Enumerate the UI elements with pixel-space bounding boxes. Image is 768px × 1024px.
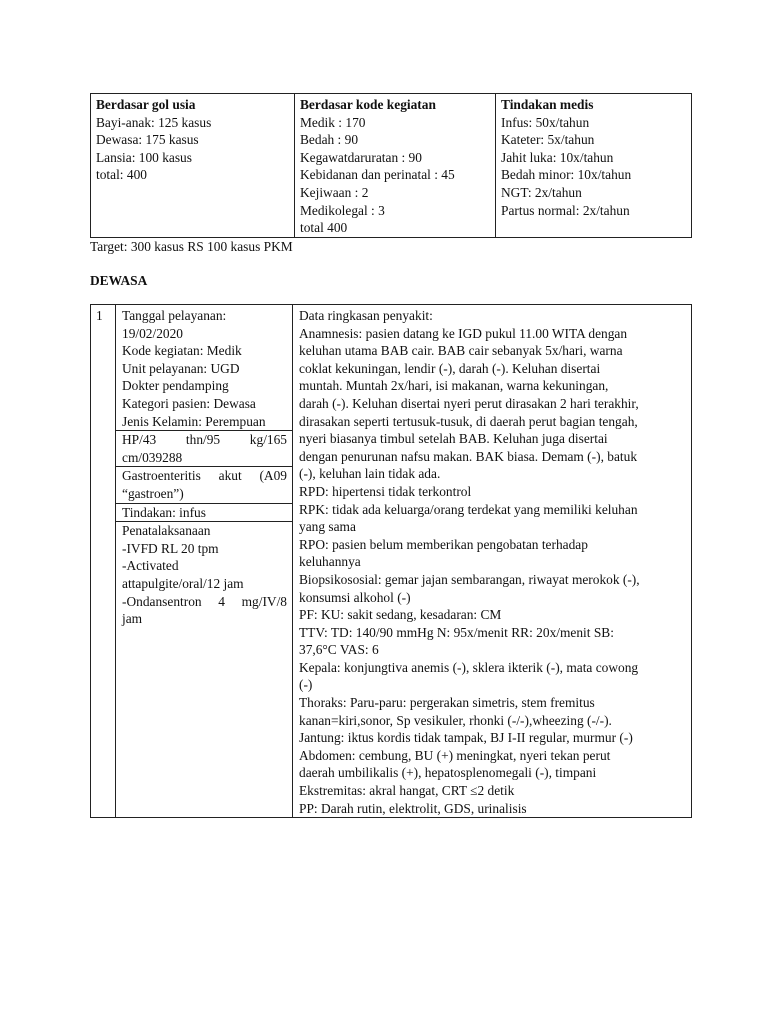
summary-line: PP: Darah rutin, elektrolit, GDS, urinalisis [299, 800, 527, 816]
summary-line: (-), keluhan lain tidak ada. [299, 466, 441, 482]
service-info-box [116, 307, 292, 431]
tindakan-text: Tindakan: infus [122, 504, 206, 520]
medical-action-header: Tindakan medis [501, 97, 594, 112]
activity-code-line: Kejiwaan : 2 [300, 184, 369, 200]
activity-code-line: Kebidanan dan perinatal : 45 [300, 167, 455, 183]
summary-line: RPO: pasien belum memberikan pengobatan terhadap [299, 536, 588, 552]
service-info-line: 19/02/2020 [122, 325, 184, 341]
medical-action-line: Infus: 50x/tahun [501, 114, 590, 130]
age-group-cell [91, 94, 295, 238]
summary-line: PF: KU: sakit sedang, kesadaran: CM [299, 607, 502, 623]
case-number: 1 [91, 305, 116, 818]
activity-code-line: Bedah : 90 [300, 132, 359, 148]
medical-action-line: Jahit luka: 10x/tahun [501, 149, 614, 165]
service-info-line: Kategori pasien: Dewasa [122, 395, 256, 411]
summary-line: Thoraks: Paru-paru: pergerakan simetris, stem fremitus [299, 695, 595, 711]
summary-line: darah (-). Keluhan disertai nyeri perut dirasakan 2 hari terakhir, [299, 395, 639, 411]
age-group-header: Berdasar gol usia [96, 97, 196, 112]
summary-line: konsumsi alkohol (-) [299, 589, 411, 605]
service-info-line: Jenis Kelamin: Perempuan [122, 413, 266, 429]
diagnosis-box [116, 467, 292, 503]
medical-action-line: Partus normal: 2x/tahun [501, 202, 630, 218]
summary-line: dengan penurunan nafsu makan. BAK biasa. Demam (-), batuk [299, 448, 638, 464]
management-line: Penatalaksanaan [122, 523, 211, 539]
age-group-line: Dewasa: 175 kasus [96, 132, 199, 148]
patient-vitals-box [116, 431, 292, 467]
summary-line: Biopsikososial: gemar jajan sembarangan, riwayat merokok (-), [299, 571, 640, 587]
summary-line: keluhannya [299, 554, 361, 570]
summary-line: Kepala: konjungtiva anemis (-), sklera ikterik (-), mata cowong [299, 659, 639, 675]
diagnosis-line: Gastroenteritis akut (A09 [122, 468, 287, 484]
case-info-column [116, 305, 293, 818]
section-title: DEWASA [90, 273, 148, 288]
activity-code-line: Medikolegal : 3 [300, 202, 385, 218]
disease-summary-cell [293, 305, 692, 818]
summary-line: muntah. Muntah 2x/hari, isi makanan, warna kekuningan, [299, 378, 609, 394]
summary-line: Data ringkasan penyakit: [299, 308, 433, 323]
age-group-line: Lansia: 100 kasus [96, 149, 192, 165]
summary-line: daerah umbilikalis (+), hepatosplenomegali (-), timpani [299, 765, 597, 781]
summary-line: dirasakan seperti tertusuk-tusuk, di daerah perut bagian tengah, [299, 413, 638, 429]
summary-line: (-) [299, 677, 313, 693]
management-line: -Ondansentron 4 mg/IV/8 [122, 593, 287, 609]
activity-code-line: Kegawatdaruratan : 90 [300, 149, 422, 165]
summary-line: Ekstremitas: akral hangat, CRT ≤2 detik [299, 783, 515, 799]
summary-line: coklat kekuningan, lendir (-), darah (-). Keluhan disertai [299, 360, 601, 376]
patient-vitals-line: cm/039288 [122, 449, 183, 465]
management-line: -Activated [122, 558, 179, 574]
age-group-line: total: 400 [96, 167, 147, 183]
activity-code-line: total 400 [300, 220, 348, 236]
tindakan-box [116, 504, 292, 523]
diagnosis-line: “gastroen”) [122, 485, 184, 501]
management-line: -IVFD RL 20 tpm [122, 540, 219, 556]
medical-action-cell [496, 94, 692, 238]
management-line: attapulgite/oral/12 jam [122, 575, 244, 591]
summary-line: Anamnesis: pasien datang ke IGD pukul 11.00 WITA dengan [299, 325, 628, 341]
age-group-line: Bayi-anak: 125 kasus [96, 114, 212, 130]
summary-line: RPD: hipertensi tidak terkontrol [299, 483, 472, 499]
activity-code-line: Medik : 170 [300, 114, 366, 130]
summary-line: Jantung: iktus kordis tidak tampak, BJ I-II regular, murmur (-) [299, 730, 633, 746]
activity-code-header: Berdasar kode kegiatan [300, 97, 436, 112]
target-text: Target: 300 kasus RS 100 kasus PKM [90, 239, 293, 254]
summary-line: keluhan utama BAB cair. BAB cair sebanyak 5x/hari, warna [299, 343, 623, 359]
summary-line: 37,6°C VAS: 6 [299, 642, 379, 658]
management-box [116, 522, 292, 628]
summary-line: nyeri biasanya timbul setelah BAB. Keluhan juga disertai [299, 431, 608, 447]
summary-line: Abdomen: cembung, BU (+) meningkat, nyeri tekan perut [299, 747, 611, 763]
summary-line: TTV: TD: 140/90 mmHg N: 95x/menit RR: 20x/menit SB: [299, 624, 614, 640]
service-info-line: Kode kegiatan: Medik [122, 343, 242, 359]
summary-line: kanan=kiri,sonor, Sp vesikuler, rhonki (-/-),wheezing (-/-). [299, 712, 612, 728]
patient-vitals-line: HP/43 thn/95 kg/165 [122, 432, 287, 448]
activity-code-cell [295, 94, 496, 238]
medical-action-line: Kateter: 5x/tahun [501, 132, 595, 148]
service-info-line: Tanggal pelayanan: [122, 308, 227, 323]
medical-action-line: Bedah minor: 10x/tahun [501, 167, 632, 183]
management-line: jam [122, 611, 143, 627]
service-info-line: Dokter pendamping [122, 378, 229, 394]
service-info-line: Unit pelayanan: UGD [122, 360, 240, 376]
summary-line: RPK: tidak ada keluarga/orang terdekat yang memiliki keluhan [299, 501, 638, 517]
summary-line: yang sama [299, 519, 356, 535]
case-table [90, 304, 692, 818]
summary-table [90, 93, 692, 238]
medical-action-line: NGT: 2x/tahun [501, 184, 582, 200]
